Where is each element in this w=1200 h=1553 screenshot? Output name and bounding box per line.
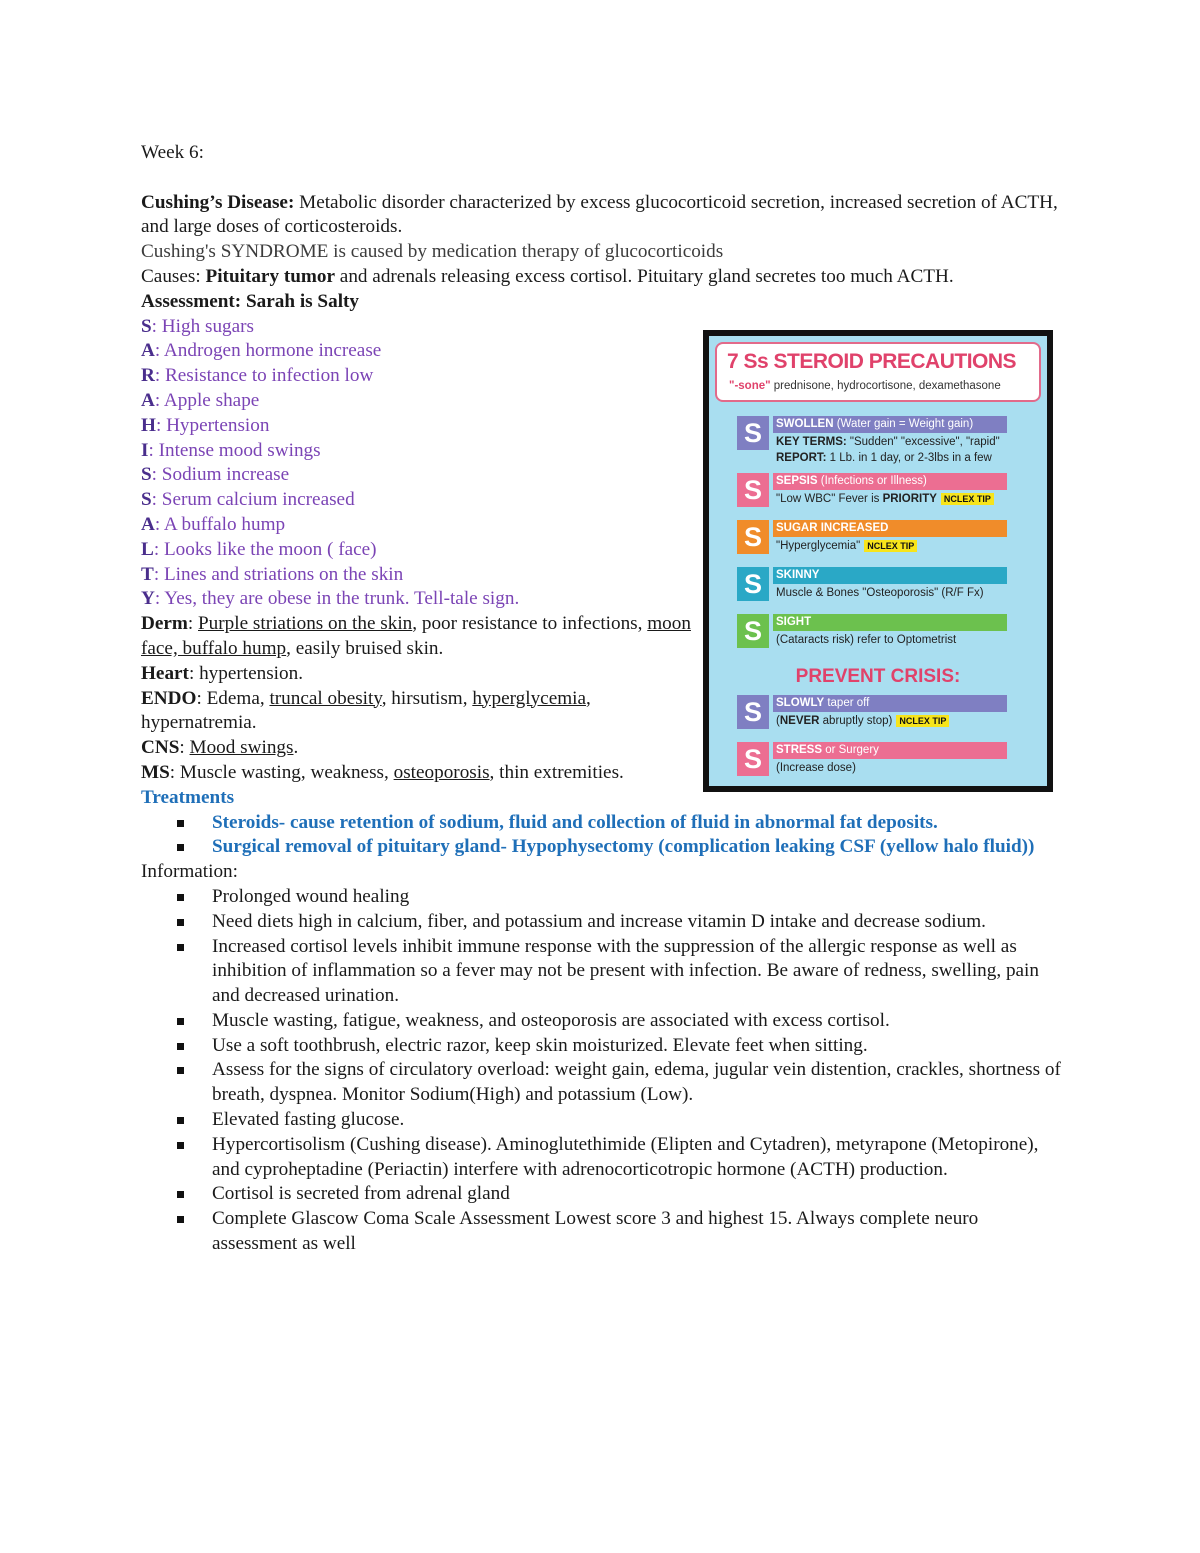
s-badge: S xyxy=(737,520,769,554)
stress-detail: (Increase dose) xyxy=(776,762,856,774)
s-badge: S xyxy=(737,614,769,648)
causes-rest: and adrenals releasing excess cortisol. Pituitary gland secretes too much ACTH. xyxy=(335,265,954,287)
cushing-definition xyxy=(141,191,1061,241)
s-badge: S xyxy=(737,473,769,507)
mnemonic-item: A: Androgen hormone increase xyxy=(141,340,382,362)
sugar-bar: SUGAR INCREASED xyxy=(773,520,1007,537)
mnemonic-item: S: Serum calcium increased xyxy=(141,489,355,511)
slowly-bar: SLOWLY taper off xyxy=(773,695,1007,712)
list-item: Increased cortisol levels inhibit immune response with the suppression of the allergic response as well as inhibition of inflammation so a fever may not be present with infection. Be aware of redness, swelling, pain and decreased urination. xyxy=(212,935,1061,1009)
nclex-tip-badge: NCLEX TIP xyxy=(941,493,994,505)
causes-label: Causes: xyxy=(141,265,206,287)
nclex-tip-badge: NCLEX TIP xyxy=(896,715,949,727)
list-item: Complete Glascow Coma Scale Assessment Lowest score 3 and highest 15. Always complete neuro assessment as well xyxy=(212,1207,1061,1257)
heart-line: Heart: hypertension. xyxy=(141,662,303,684)
list-item: Use a soft toothbrush, electric razor, keep skin moisturized. Elevate feet when sitting. xyxy=(212,1034,1061,1059)
sight-bar: SIGHT xyxy=(773,614,1007,631)
assessment-title: Assessment: Sarah is Salty xyxy=(141,290,360,312)
cns-line: CNS: Mood swings. xyxy=(141,737,299,759)
mnemonic-item: A: Apple shape xyxy=(141,389,260,411)
endo-line: ENDO: Edema, truncal obesity, hirsutism, hyperglycemia, hypernatremia. xyxy=(141,687,591,734)
nclex-tip-badge: NCLEX TIP xyxy=(864,540,917,552)
s-badge: S xyxy=(737,742,769,776)
derm-line: Derm: Purple striations on the skin, poor resistance to infections, moon face, buffalo hump, easily bruised skin. xyxy=(141,613,691,659)
mnemonic-item: L: Looks like the moon ( face) xyxy=(141,538,377,560)
causes-line xyxy=(141,265,1061,290)
steroid-precautions-infographic xyxy=(703,330,1053,792)
list-item: Assess for the signs of circulatory overload: weight gain, edema, jugular vein distention, crackles, shortness of breath, dyspnea. Monitor Sodium(High) and potassium (Low). xyxy=(212,1058,1061,1108)
infographic-subtitle: "-sone" prednisone, hydrocortisone, dexamethasone xyxy=(729,380,1001,392)
list-item: Need diets high in calcium, fiber, and potassium and increase vitamin D intake and decrease sodium. xyxy=(212,910,1061,935)
prevent-crisis-heading: PREVENT CRISIS: xyxy=(795,666,961,687)
swollen-detail-1: KEY TERMS: "Sudden" "excessive", "rapid" xyxy=(776,436,1000,448)
syndrome-line: Cushing's SYNDROME is caused by medication therapy of glucocorticoids xyxy=(141,241,724,263)
mnemonic-item: I: Intense mood swings xyxy=(141,439,321,461)
sight-detail: (Cataracts risk) refer to Optometrist xyxy=(776,634,957,646)
mnemonic-item: S: High sugars xyxy=(141,315,254,337)
list-item: Muscle wasting, fatigue, weakness, and osteoporosis are associated with excess cortisol. xyxy=(212,1009,1061,1034)
mnemonic-item: H: Hypertension xyxy=(141,414,270,436)
causes-bold: Pituitary tumor xyxy=(205,265,335,287)
skinny-detail: Muscle & Bones "Osteoporosis" (R/F Fx) xyxy=(776,587,984,599)
information-list xyxy=(141,885,1061,1257)
infographic-header xyxy=(715,342,1041,402)
list-item: Elevated fasting glucose. xyxy=(212,1108,1061,1133)
list-item: Cortisol is secreted from adrenal gland xyxy=(212,1182,1061,1207)
sepsis-detail: "Low WBC" Fever is PRIORITY NCLEX TIP xyxy=(776,491,994,508)
week-heading: Week 6: xyxy=(141,142,204,163)
mnemonic-item: Y: Yes, they are obese in the trunk. Tell-tale sign. xyxy=(141,588,520,610)
treatments-list xyxy=(141,811,1061,861)
swollen-bar: SWOLLEN (Water gain = Weight gain) xyxy=(773,416,1007,433)
ms-line: MS: Muscle wasting, weakness, osteoporosis, thin extremities. xyxy=(141,761,624,783)
list-item: Prolonged wound healing xyxy=(212,885,1061,910)
s-badge: S xyxy=(737,695,769,729)
stress-bar: STRESS or Surgery xyxy=(773,742,1007,759)
sepsis-bar: SEPSIS (Infections or Illness) xyxy=(773,473,1007,490)
mnemonic-item: R: Resistance to infection low xyxy=(141,365,374,387)
swollen-detail-2: REPORT: 1 Lb. in 1 day, or 2-3lbs in a few xyxy=(776,452,992,464)
information-title: Information: xyxy=(141,861,238,883)
mnemonic-item: T: Lines and striations on the skin xyxy=(141,563,404,585)
s-badge: S xyxy=(737,567,769,601)
list-item: Steroids- cause retention of sodium, fluid and collection of fluid in abnormal fat deposits. xyxy=(212,811,1061,836)
treatments-title: Treatments xyxy=(141,786,235,808)
list-item: Surgical removal of pituitary gland- Hypophysectomy (complication leaking CSF (yellow halo fluid)) xyxy=(212,835,1061,860)
cushing-text: Metabolic disorder characterized by excess glucocorticoid secretion, increased secretion of ACTH, and large doses of corticosteroids. xyxy=(141,191,1058,238)
sugar-detail: "Hyperglycemia" NCLEX TIP xyxy=(776,538,917,555)
skinny-bar: SKINNY xyxy=(773,567,1007,584)
s-badge: S xyxy=(737,416,769,450)
cushing-label: Cushing’s Disease: xyxy=(141,191,295,213)
mnemonic-item: S: Sodium increase xyxy=(141,464,290,486)
mnemonic-item: A: A buffalo hump xyxy=(141,513,286,535)
list-item: Hypercortisolism (Cushing disease). Aminoglutethimide (Elipten and Cytadren), metyrapone (Metopirone), and cyproheptadine (Periactin) interfere with adrenocorticotropic hormone (ACTH) production. xyxy=(212,1133,1061,1183)
infographic-title: 7 Ss STEROID PRECAUTIONS xyxy=(727,350,1017,373)
slowly-detail: (NEVER abruptly stop) NCLEX TIP xyxy=(776,713,949,730)
